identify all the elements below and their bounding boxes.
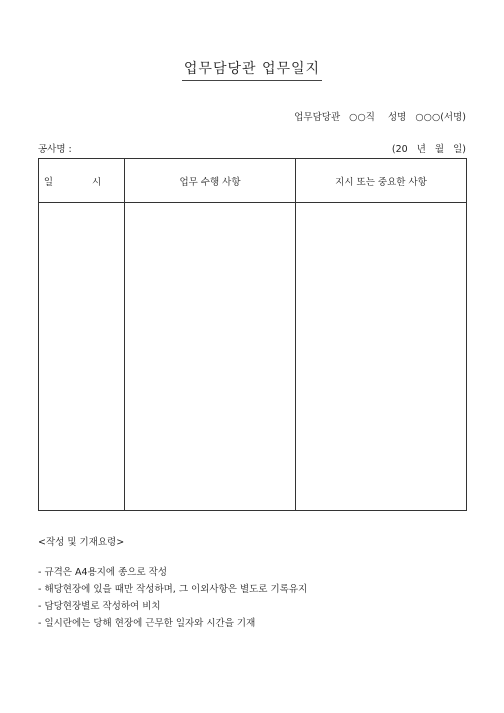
officer-signature-line <box>288 109 466 123</box>
header-task: 업무 수행 사항 <box>125 159 296 203</box>
guideline-item: - 규격은 A4용지에 종으로 작성 <box>38 567 167 578</box>
table-body-row <box>39 203 467 511</box>
document-title <box>0 58 504 81</box>
writing-guidelines <box>38 534 307 632</box>
journal-table <box>38 158 467 511</box>
guideline-item: - 해당현장에 있을 때만 작성하며, 그 이외사항은 별도로 기록유지 <box>38 584 308 595</box>
cell-datetime[interactable] <box>39 203 125 511</box>
header-instructions: 지시 또는 중요한 사항 <box>296 159 467 203</box>
officer-name-label: 성명 <box>387 112 407 123</box>
site-name-label: 공사명 : <box>38 144 72 155</box>
officer-role: 업무담당관 <box>294 112 341 123</box>
guideline-item: - 담당현장별로 작성하여 비치 <box>38 601 161 612</box>
cell-task[interactable] <box>125 203 296 511</box>
cell-instructions[interactable] <box>296 203 467 511</box>
officer-rank: ○○직 <box>349 112 375 123</box>
table-header-row <box>39 159 467 203</box>
document-title-text: 업무담당관 업무일지 <box>182 58 322 81</box>
officer-name-value: ○○○(서명) <box>415 112 466 123</box>
date-field: (20 년 월 일) <box>391 144 466 155</box>
guidelines-title: <작성 및 기재요령> <box>38 537 125 548</box>
guideline-item: - 일시란에는 당해 현장에 근무한 일자와 시간을 기재 <box>38 618 256 629</box>
header-datetime: 일 시 <box>39 159 125 203</box>
guidelines-list <box>38 564 307 632</box>
